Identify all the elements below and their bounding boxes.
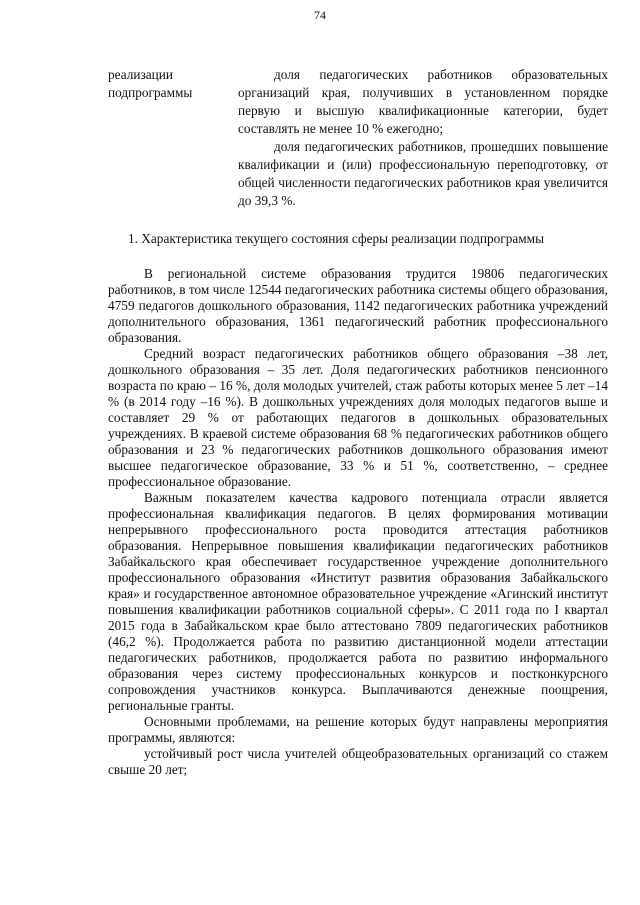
- row-label: реализации подпрограммы: [108, 67, 193, 100]
- indicators-table-row: [108, 66, 608, 210]
- body-paragraph: Важным показателем качества кадрового потенциала отрасли является профессиональная квалификация педагогов. В целях формирования мотивации непрерывного профессионального роста проводится аттестация работников образования. Непрерывное повышения квалификации педагогических работников Забайкальского края обеспечивает государственное учреждение дополнительного профессионального образования «Институт развития образования Забайкальского края» и государственное автономное образовательное учреждение «Агинский институт повышения квалификации работников социальной сферы». С 2011 года по I квартал 2015 года в Забайкальском крае было аттестовано 7809 педагогических работников (46,2 %). Продолжается работа по развитию дистанционной модели аттестации педагогических работников, продолжается работа по развитию информального образования через систему профессиональных конкурсов и постконкурсного сопровождения участников конкурса. Выплачиваются денежные поощрения, региональные гранты.: [108, 490, 608, 713]
- indicator-paragraph: доля педагогических работников, прошедших повышение квалификации и (или) профессиональную переподготовку, от общей численности педагогических работников края увеличится до 39,3 %.: [238, 139, 608, 208]
- body-paragraph: Средний возраст педагогических работников общего образования –38 лет, дошкольного образования – 35 лет. Доля педагогических работников пенсионного возраста по краю – 16 %, доля молодых учителей, стаж работы которых менее 5 лет –14 % (в 2014 году –16 %). В дошкольных учреждениях доля молодых педагогов выше и составляет 29 % от работающих педагогов в дошкольных образовательных учреждениях. В краевой системе образования 68 % педагогических работников общего образования и 23 % педагогических работников дошкольного образования имеют высшее педагогическое образование, 33 % и 51 %, соответственно, – среднее профессиональное образование.: [108, 346, 608, 489]
- body-paragraph: Основными проблемами, на решение которых будут направлены мероприятия программы, являются:: [108, 714, 608, 745]
- page-number: 74: [314, 8, 326, 22]
- row-content: [238, 66, 608, 210]
- body-text: [108, 266, 608, 778]
- indicator-paragraph: доля педагогических работников образовательных организаций края, получивших в установленном порядке первую и высшую квалификационные категории, будет составлять не менее 10 % ежегодно;: [238, 67, 608, 136]
- section-heading: 1. Характеристика текущего состояния сферы реализации подпрограммы: [128, 231, 545, 246]
- body-paragraph: устойчивый рост числа учителей общеобразовательных организаций со стажем свыше 20 лет;: [108, 746, 608, 777]
- body-paragraph: В региональной системе образования трудится 19806 педагогических работников, в том числе 12544 педагогических работника системы общего образования, 4759 педагогов дошкольного образования, 1142 педагогических работника учреждений дополнительного образования, 1361 педагогический работник профессионального образования.: [108, 266, 608, 345]
